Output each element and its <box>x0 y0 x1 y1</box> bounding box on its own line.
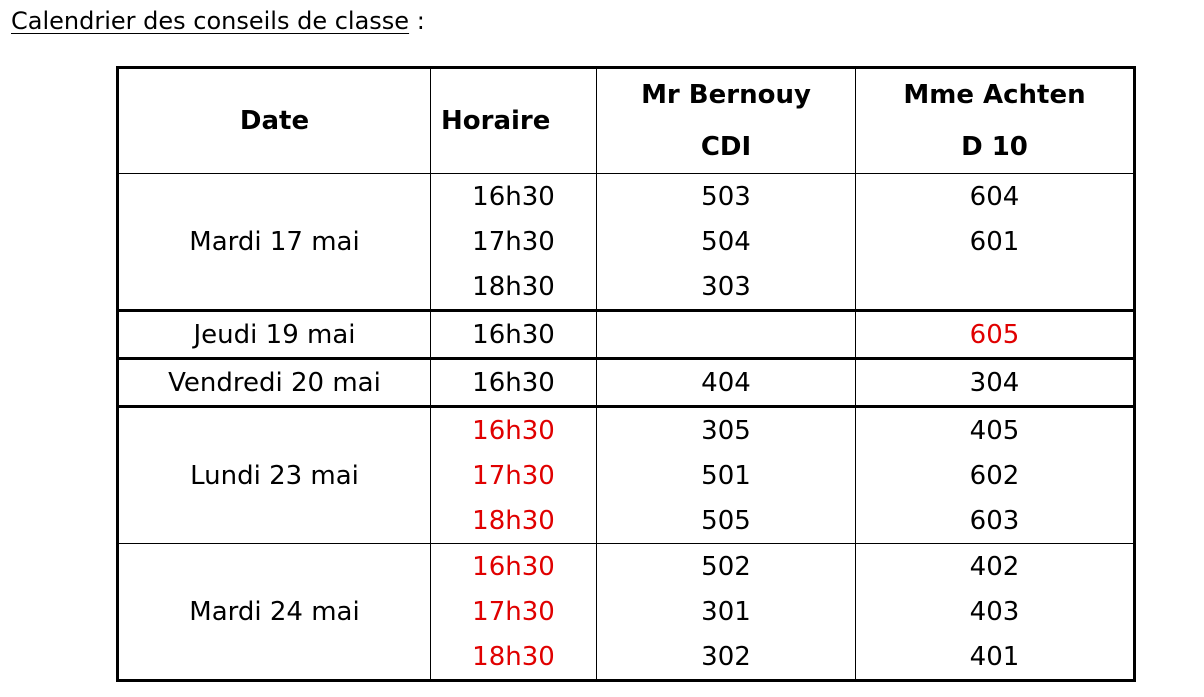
time-cell: 16h30 <box>431 544 597 590</box>
header-achten-name: Mme Achten <box>903 80 1086 110</box>
bernouy-class-cell: 501 <box>597 453 856 498</box>
achten-class-cell: 605 <box>856 311 1135 359</box>
achten-class-cell: 402 <box>856 544 1135 590</box>
table-row <box>118 359 1135 407</box>
achten-class-cell: 405 <box>856 407 1135 454</box>
time-cell: 18h30 <box>431 498 597 544</box>
date-cell: Mardi 17 mai <box>118 174 431 311</box>
page-title <box>11 3 425 39</box>
header-date: Date <box>118 68 431 174</box>
bernouy-class-cell: 305 <box>597 407 856 454</box>
bernouy-class-cell: 503 <box>597 174 856 220</box>
table-row <box>118 407 1135 454</box>
achten-class-cell: 602 <box>856 453 1135 498</box>
bernouy-class-cell: 303 <box>597 264 856 311</box>
table-row <box>118 311 1135 359</box>
table-header-row <box>118 68 1135 174</box>
time-cell: 17h30 <box>431 219 597 264</box>
achten-class-cell: 401 <box>856 634 1135 681</box>
council-schedule-table <box>116 66 1136 682</box>
header-bernouy <box>597 68 856 174</box>
achten-class-cell <box>856 264 1135 311</box>
bernouy-class-cell: 302 <box>597 634 856 681</box>
achten-class-cell: 603 <box>856 498 1135 544</box>
time-cell: 16h30 <box>431 311 597 359</box>
achten-class-cell: 403 <box>856 589 1135 634</box>
achten-class-cell: 601 <box>856 219 1135 264</box>
date-cell: Mardi 24 mai <box>118 544 431 681</box>
time-cell: 18h30 <box>431 264 597 311</box>
time-cell: 17h30 <box>431 453 597 498</box>
bernouy-class-cell: 502 <box>597 544 856 590</box>
header-bernouy-name: Mr Bernouy <box>641 80 811 110</box>
date-cell: Jeudi 19 mai <box>118 311 431 359</box>
date-cell: Lundi 23 mai <box>118 407 431 544</box>
bernouy-class-cell: 504 <box>597 219 856 264</box>
achten-class-cell: 304 <box>856 359 1135 407</box>
header-bernouy-room: CDI <box>700 132 752 162</box>
table-row <box>118 174 1135 220</box>
achten-class-cell: 604 <box>856 174 1135 220</box>
time-cell: 18h30 <box>431 634 597 681</box>
table-row <box>118 544 1135 590</box>
bernouy-class-cell: 301 <box>597 589 856 634</box>
header-achten-room: D 10 <box>961 132 1028 162</box>
bernouy-class-cell <box>597 311 856 359</box>
header-achten <box>856 68 1135 174</box>
time-cell: 16h30 <box>431 359 597 407</box>
time-cell: 16h30 <box>431 174 597 220</box>
page-title-colon: : <box>409 7 425 35</box>
page-title-text: Calendrier des conseils de classe <box>11 7 410 35</box>
time-cell: 17h30 <box>431 589 597 634</box>
bernouy-class-cell: 505 <box>597 498 856 544</box>
date-cell: Vendredi 20 mai <box>118 359 431 407</box>
header-time: Horaire <box>431 68 597 174</box>
bernouy-class-cell: 404 <box>597 359 856 407</box>
time-cell: 16h30 <box>431 407 597 454</box>
